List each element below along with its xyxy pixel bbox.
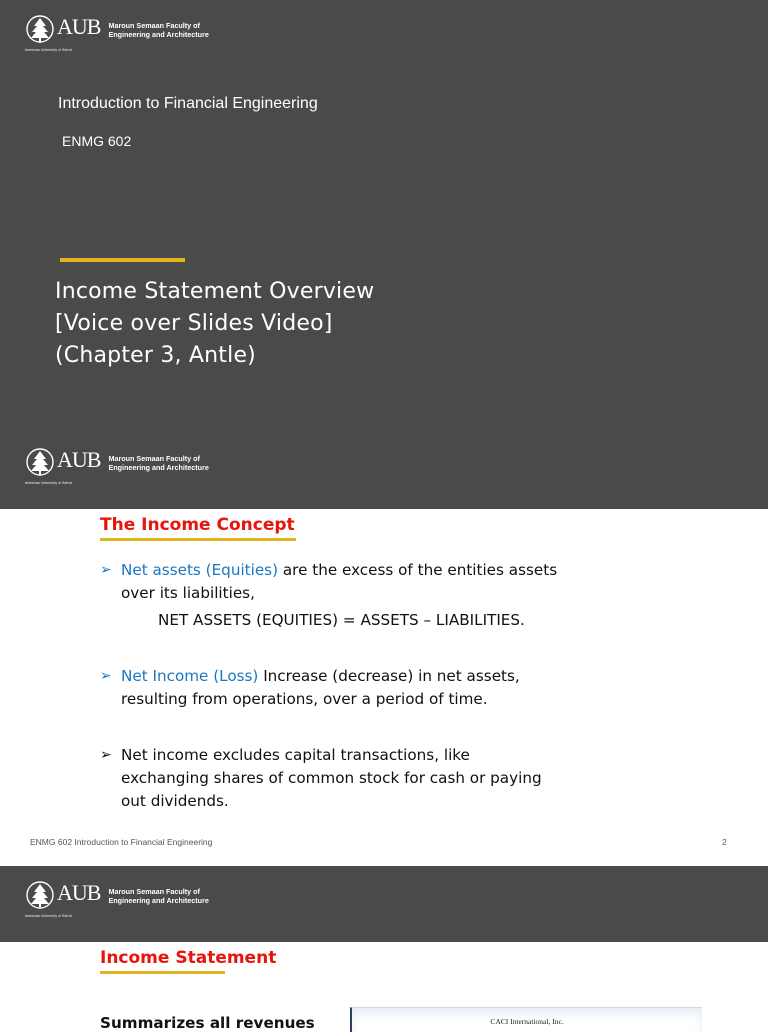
cedar-seal-icon [25, 445, 55, 481]
faculty-name [108, 454, 208, 472]
bullet-text: Increase (decrease) in net assets, [258, 667, 520, 685]
heading-underline [100, 538, 296, 541]
aub-wordmark: AUB [57, 447, 101, 472]
aub-subtext: American University of Beirut [25, 914, 72, 918]
aub-wordmark: AUB [57, 14, 101, 39]
income-statement-image [350, 1007, 702, 1032]
term-net-income: Net Income (Loss) [121, 667, 259, 685]
faculty-line-2: Engineering and Architecture [108, 896, 209, 905]
bullet-arrow-icon: ➢ [100, 562, 112, 578]
accent-bar [60, 258, 185, 262]
faculty-line-2: Engineering and Architecture [108, 463, 209, 472]
heading-underline [100, 971, 225, 974]
bullet-text: resulting from operations, over a period of time. [121, 690, 488, 708]
course-code: ENMG 602 [62, 133, 132, 149]
slide-banner [0, 866, 768, 942]
slide-footer: ENMG 602 Introduction to Financial Engineering [30, 837, 213, 847]
bullet-arrow-icon: ➢ [100, 747, 112, 763]
bullet-text: exchanging shares of common stock for cash or paying [121, 769, 542, 787]
net-assets-formula: NET ASSETS (EQUITIES) = ASSETS – LIABILITIES. [158, 611, 525, 629]
summary-text: Summarizes all revenues [100, 1014, 315, 1032]
deck-title-line-1: Income Statement Overview [55, 279, 375, 304]
faculty-name [108, 887, 208, 905]
term-net-assets: Net assets (Equities) [121, 561, 279, 579]
aub-wordmark: AUB [57, 880, 101, 905]
statement-company: CACI International, Inc. [490, 1017, 564, 1026]
aub-logo [25, 878, 209, 918]
bullet-text: over its liabilities, [121, 584, 255, 602]
deck-title-line-3: (Chapter 3, Antle) [55, 343, 256, 368]
faculty-line-2: Engineering and Architecture [108, 30, 209, 39]
aub-logo-footer [25, 445, 209, 485]
deck-title-line-2: [Voice over Slides Video] [55, 311, 333, 336]
faculty-line-1: Maroun Semaan Faculty of [108, 887, 200, 896]
aub-logo [25, 12, 209, 52]
bullet-arrow-icon: ➢ [100, 668, 112, 684]
faculty-line-1: Maroun Semaan Faculty of [108, 21, 200, 30]
bullet-net-assets [100, 559, 600, 605]
cedar-seal-icon [25, 12, 55, 48]
slide-heading: The Income Concept [100, 515, 295, 535]
slide-heading: Income Statement [100, 948, 277, 968]
faculty-line-1: Maroun Semaan Faculty of [108, 454, 200, 463]
bullet-text: Net income excludes capital transactions, like [121, 746, 470, 764]
deck-title [55, 276, 374, 372]
faculty-name [108, 21, 208, 39]
aub-subtext: American University of Beirut [25, 48, 72, 52]
course-title: Introduction to Financial Engineering [58, 95, 318, 112]
bullet-capital-transactions [100, 744, 600, 813]
aub-subtext: American University of Beirut [25, 481, 72, 485]
bullet-text: out dividends. [121, 792, 229, 810]
bullet-text: are the excess of the entities assets [278, 561, 558, 579]
cedar-seal-icon [25, 878, 55, 914]
page-number: 2 [722, 837, 727, 847]
bullet-net-income [100, 665, 600, 711]
title-slide [0, 0, 768, 509]
